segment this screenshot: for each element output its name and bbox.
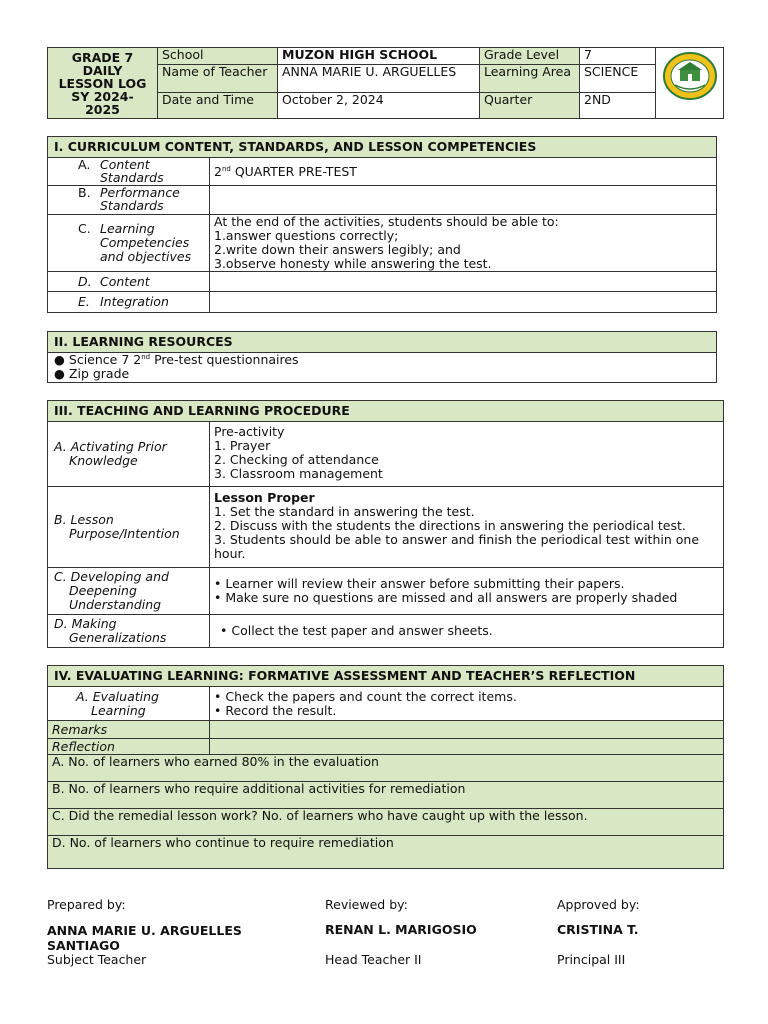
procedure-content	[210, 615, 724, 648]
date-label: Date and Time	[158, 93, 278, 119]
row-label-text: Performance Standards	[100, 185, 180, 213]
bullet-item: • Learner will review their answer before submitting their papers.	[214, 576, 625, 591]
performance-standards-value	[210, 186, 717, 215]
reviewed-by-label: Reviewed by:	[325, 897, 408, 912]
bullet-item: • Make sure no questions are missed and all answers are properly shaded	[214, 590, 678, 605]
learning-resources-table	[47, 331, 717, 383]
bullet-text: Record the result.	[225, 702, 337, 718]
row-label-text: Integration	[100, 294, 169, 309]
row-label	[48, 272, 210, 292]
curriculum-table	[47, 136, 717, 313]
evaluating-label-text: A. Evaluating Learning	[76, 688, 159, 718]
text-line: 3. Students should be able to answer and finish the periodical test within one hour.	[214, 532, 700, 561]
learning-area-label: Learning Area	[480, 65, 580, 93]
integration-value	[210, 292, 717, 313]
evaluating-label	[48, 687, 210, 721]
procedure-label	[48, 568, 210, 615]
text-line: 3. Classroom management	[214, 466, 383, 481]
text-line: At the end of the activities, students should be able to:	[214, 214, 559, 229]
evaluating-content	[210, 687, 724, 721]
text-line: 2.write down their answers legibly; and	[214, 242, 461, 257]
row-label	[48, 292, 210, 313]
content-value	[210, 272, 717, 292]
procedure-label	[48, 422, 210, 487]
row-letter: D.	[78, 273, 92, 289]
title-line: SY 2024-	[71, 88, 134, 104]
title-line: GRADE 7	[71, 49, 134, 65]
reflection-label: Reflection	[48, 739, 210, 755]
school-logo	[662, 51, 718, 101]
approved-by-title: Principal III	[557, 952, 626, 967]
reflection-value	[210, 739, 724, 755]
reflection-item: C. Did the remedial lesson work? No. of learners who have caught up with the lesson.	[48, 809, 724, 836]
text-line: 2. Discuss with the students the directions in answering the periodical test.	[214, 518, 686, 533]
reviewed-by-name: RENAN L. MARIGOSIO	[325, 922, 477, 937]
reviewed-by-title: Head Teacher II	[325, 952, 422, 967]
procedure-content	[210, 487, 724, 568]
text-line: 3.observe honesty while answering the test.	[214, 256, 492, 271]
lesson-log-title	[48, 48, 158, 119]
row-letter: A.	[78, 157, 91, 172]
prepared-by-title: Subject Teacher	[47, 952, 147, 967]
learning-area-value: SCIENCE	[580, 65, 656, 93]
resource-text: Zip grade	[68, 366, 130, 381]
row-letter: C.	[78, 221, 91, 236]
row-letter: B.	[78, 185, 91, 200]
bullet-item: • Check the papers and count the correct items.	[214, 688, 517, 704]
reflection-item: B. No. of learners who require additional activities for remediation	[48, 782, 724, 809]
bullet-item: • Collect the test paper and answer sheets.	[220, 623, 493, 638]
bullet-text: Check the papers and count the correct items.	[225, 688, 517, 704]
resource-text: Science 7 2	[68, 352, 142, 367]
remarks-label: Remarks	[48, 721, 210, 739]
procedure-label	[48, 487, 210, 568]
bullet-icon: ●	[54, 366, 65, 381]
title-line: LESSON LOG	[58, 75, 147, 91]
teacher-value: ANNA MARIE U. ARGUELLES	[278, 65, 480, 93]
procedure-label-text: C. Developing and Deepening Understanding	[54, 569, 169, 612]
prepared-by-label: Prepared by:	[47, 897, 126, 912]
bullet-text: Make sure no questions are missed and all answers are properly shaded	[225, 590, 678, 605]
quarter-label: Quarter	[480, 93, 580, 119]
section-title: IV. EVALUATING LEARNING: FORMATIVE ASSESSMENT AND TEACHER’S REFLECTION	[48, 666, 724, 687]
text-line: Pre-activity	[214, 424, 285, 439]
procedure-content	[210, 422, 724, 487]
resources-list	[48, 353, 717, 383]
title-line: DAILY	[82, 62, 123, 78]
bullet-text: Collect the test paper and answer sheets.	[231, 623, 493, 638]
procedure-table	[47, 400, 724, 648]
procedure-content	[210, 568, 724, 615]
school-value: MUZON HIGH SCHOOL	[278, 48, 480, 65]
row-label-text: Content	[100, 273, 150, 289]
header-table	[47, 47, 724, 119]
resource-item	[54, 367, 712, 381]
text-line: 1. Prayer	[214, 438, 271, 453]
evaluation-table	[47, 665, 724, 869]
section-title: I. CURRICULUM CONTENT, STANDARDS, AND LESSON COMPETENCIES	[48, 137, 717, 158]
value-sup: nd	[221, 164, 231, 173]
bullet-text: Learner will review their answer before submitting their papers.	[225, 576, 625, 591]
bullet-item: • Record the result.	[214, 702, 337, 718]
row-label	[48, 215, 210, 272]
title-line: 2025	[85, 101, 120, 117]
section-title: III. TEACHING AND LEARNING PROCEDURE	[48, 401, 724, 422]
row-label-text: Learning Competencies and objectives	[100, 221, 192, 264]
row-letter: E.	[78, 294, 90, 309]
procedure-label	[48, 615, 210, 648]
procedure-label-text: A. Activating Prior Knowledge	[54, 439, 167, 468]
prepared-by-name: ANNA MARIE U. ARGUELLES SANTIAGO	[47, 923, 242, 953]
date-value: October 2, 2024	[278, 93, 480, 119]
resource-item	[54, 353, 712, 367]
section-title: II. LEARNING RESOURCES	[48, 332, 717, 353]
value-text: QUARTER PRE-TEST	[230, 163, 357, 179]
text-line: 2. Checking of attendance	[214, 452, 379, 467]
grade-level-value: 7	[580, 48, 656, 65]
value-text: 2	[214, 163, 222, 179]
resource-sup: nd	[141, 352, 151, 361]
quarter-value: 2ND	[580, 93, 656, 119]
competencies-value	[210, 215, 717, 272]
grade-level-label: Grade Level	[480, 48, 580, 65]
row-label-text: Content Standards	[100, 157, 164, 185]
reflection-item: D. No. of learners who continue to require remediation	[48, 836, 724, 869]
remarks-value	[210, 721, 724, 739]
procedure-label-text: B. Lesson Purpose/Intention	[54, 512, 180, 541]
school-label: School	[158, 48, 278, 65]
row-label	[48, 186, 210, 215]
content-standards-value	[210, 158, 717, 186]
teacher-label: Name of Teacher	[158, 65, 278, 93]
lesson-proper-heading: Lesson Proper	[214, 490, 315, 505]
procedure-label-text: D. Making Generalizations	[54, 616, 167, 645]
approved-by-label: Approved by:	[557, 897, 640, 912]
approved-by-name: CRISTINA T.	[557, 922, 639, 937]
bullet-icon: ●	[54, 352, 65, 367]
resource-text: Pre-test questionnaires	[150, 352, 299, 367]
reflection-item: A. No. of learners who earned 80% in the evaluation	[48, 755, 724, 782]
row-label	[48, 158, 210, 186]
text-line: 1.answer questions correctly;	[214, 228, 399, 243]
text-line: 1. Set the standard in answering the test.	[214, 504, 475, 519]
